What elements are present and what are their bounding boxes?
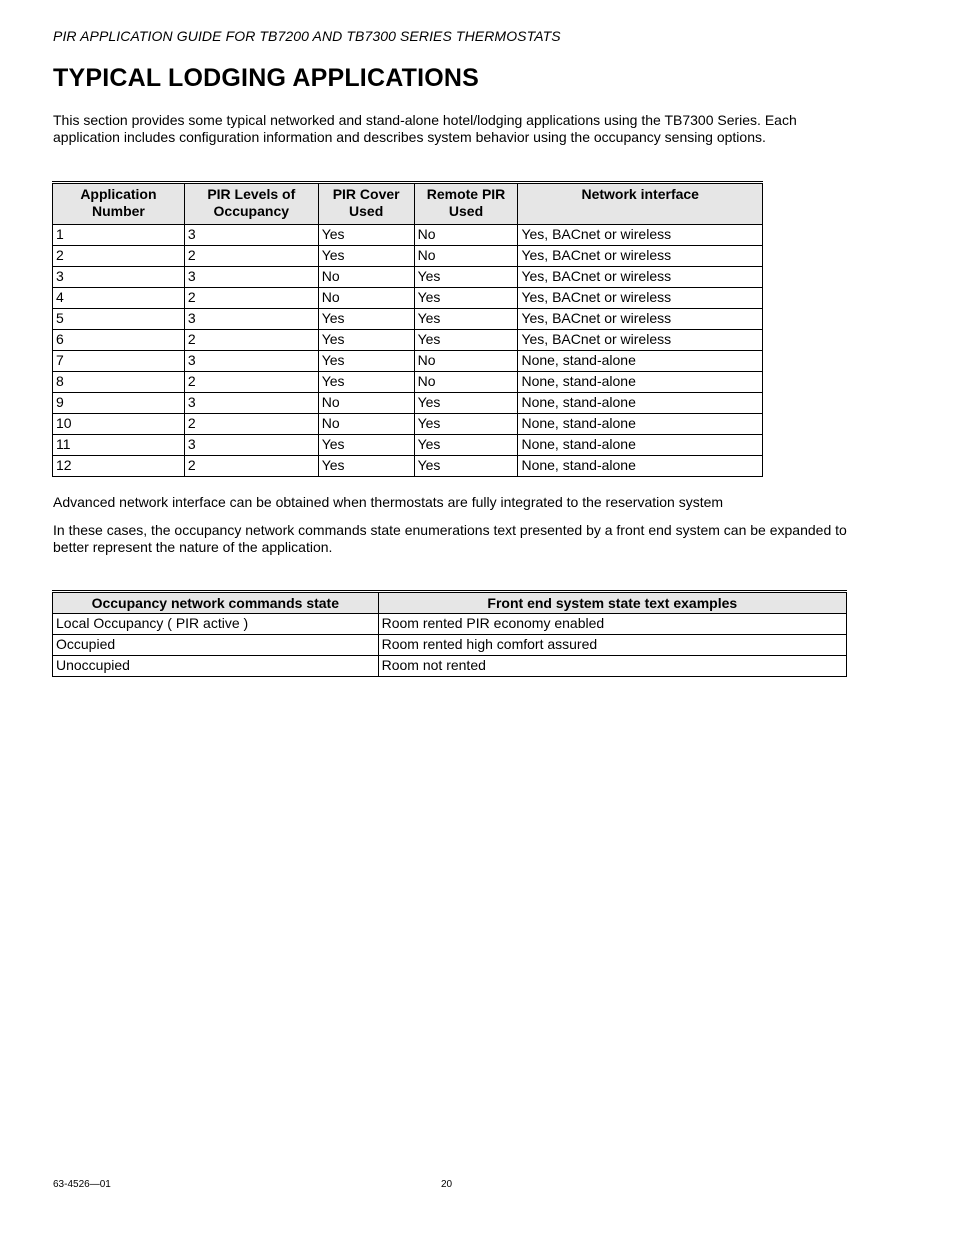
table-header-row	[53, 592, 847, 614]
table-cell: 2	[184, 330, 318, 351]
table-cell: Yes	[318, 225, 414, 246]
table-cell: Yes	[414, 309, 518, 330]
table-row	[53, 351, 763, 372]
table-cell: No	[414, 351, 518, 372]
table-cell: 7	[53, 351, 185, 372]
note-paragraph: In these cases, the occupancy network commands state enumerations text presented by a front end system can be expanded to better represent the nature of the application.	[53, 522, 847, 555]
table-row	[53, 372, 763, 393]
table-cell: 2	[184, 288, 318, 309]
table-cell: Yes	[318, 456, 414, 477]
table-row	[53, 309, 763, 330]
table-cell: Room not rented	[378, 656, 846, 677]
table-row	[53, 414, 763, 435]
table-cell: No	[414, 372, 518, 393]
page-number: 20	[441, 1179, 453, 1190]
table-cell: None, stand-alone	[518, 393, 763, 414]
table-cell: 1	[53, 225, 185, 246]
table-row	[53, 267, 763, 288]
table-cell: Yes	[318, 246, 414, 267]
table-cell: No	[414, 246, 518, 267]
table-cell: Yes	[414, 267, 518, 288]
table-row	[53, 456, 763, 477]
column-header: Front end system state text examples	[378, 592, 846, 614]
table-cell: Yes	[414, 393, 518, 414]
table-row	[53, 246, 763, 267]
running-header: PIR APPLICATION GUIDE FOR TB7200 AND TB7300 SERIES THERMOSTATS	[53, 28, 561, 44]
table-cell: 4	[53, 288, 185, 309]
table-cell: 5	[53, 309, 185, 330]
table-cell: Yes	[414, 414, 518, 435]
table-cell: 2	[184, 246, 318, 267]
column-header: Remote PIR Used	[414, 183, 518, 225]
table-cell: Occupied	[53, 635, 379, 656]
table-cell: Yes, BACnet or wireless	[518, 225, 763, 246]
table-cell: 3	[184, 225, 318, 246]
table-cell: None, stand-alone	[518, 351, 763, 372]
column-header: PIR Cover Used	[318, 183, 414, 225]
table-cell: None, stand-alone	[518, 414, 763, 435]
table-cell: No	[318, 393, 414, 414]
table-cell: Yes, BACnet or wireless	[518, 267, 763, 288]
table-cell: No	[318, 414, 414, 435]
column-header: Application Number	[53, 183, 185, 225]
table-cell: No	[414, 225, 518, 246]
table-cell: 3	[184, 351, 318, 372]
note-paragraph: Advanced network interface can be obtained when thermostats are fully integrated to the reservation system	[53, 494, 724, 510]
occupancy-table	[52, 590, 847, 677]
table-cell: 3	[184, 267, 318, 288]
table-cell: 12	[53, 456, 185, 477]
table-cell: 3	[184, 393, 318, 414]
table-cell: None, stand-alone	[518, 372, 763, 393]
table-cell: 2	[184, 414, 318, 435]
table-row	[53, 225, 763, 246]
table-cell: Yes	[414, 330, 518, 351]
table-cell: Room rented high comfort assured	[378, 635, 846, 656]
table-cell: 8	[53, 372, 185, 393]
table-cell: 9	[53, 393, 185, 414]
table-cell: Local Occupancy ( PIR active )	[53, 614, 379, 635]
table-cell: Yes	[414, 288, 518, 309]
table-cell: 2	[53, 246, 185, 267]
table-cell: Room rented PIR economy enabled	[378, 614, 846, 635]
table-row	[53, 614, 847, 635]
table-row	[53, 435, 763, 456]
table-cell: No	[318, 267, 414, 288]
table-cell: None, stand-alone	[518, 456, 763, 477]
table-cell: Yes	[414, 435, 518, 456]
table-cell: Yes, BACnet or wireless	[518, 309, 763, 330]
table-cell: 6	[53, 330, 185, 351]
column-header: Network interface	[518, 183, 763, 225]
table-cell: Yes, BACnet or wireless	[518, 288, 763, 309]
table-row	[53, 656, 847, 677]
table-cell: 11	[53, 435, 185, 456]
applications-table	[52, 181, 763, 477]
table-row	[53, 330, 763, 351]
table-row	[53, 635, 847, 656]
table-header-row	[53, 183, 763, 225]
table-cell: Unoccupied	[53, 656, 379, 677]
table-cell: 3	[184, 435, 318, 456]
table-cell: 3	[184, 309, 318, 330]
table-cell: Yes	[414, 456, 518, 477]
document-number: 63-4526—01	[53, 1179, 111, 1190]
table-cell: 2	[184, 456, 318, 477]
table-cell: Yes, BACnet or wireless	[518, 246, 763, 267]
table-cell: 2	[184, 372, 318, 393]
table-cell: 3	[53, 267, 185, 288]
table-cell: Yes	[318, 309, 414, 330]
table-cell: Yes	[318, 372, 414, 393]
intro-paragraph: This section provides some typical networked and stand-alone hotel/lodging applications using the TB7300 Series. Each application includes configuration information and describes system behavior using the occupancy sensing options.	[53, 112, 797, 145]
table-cell: 10	[53, 414, 185, 435]
table-row	[53, 393, 763, 414]
table-cell: Yes	[318, 351, 414, 372]
column-header: Occupancy network commands state	[53, 592, 379, 614]
table-cell: Yes	[318, 330, 414, 351]
table-row	[53, 288, 763, 309]
column-header: PIR Levels of Occupancy	[184, 183, 318, 225]
table-cell: None, stand-alone	[518, 435, 763, 456]
table-cell: No	[318, 288, 414, 309]
page-title: TYPICAL LODGING APPLICATIONS	[53, 64, 479, 92]
table-cell: Yes	[318, 435, 414, 456]
table-cell: Yes, BACnet or wireless	[518, 330, 763, 351]
